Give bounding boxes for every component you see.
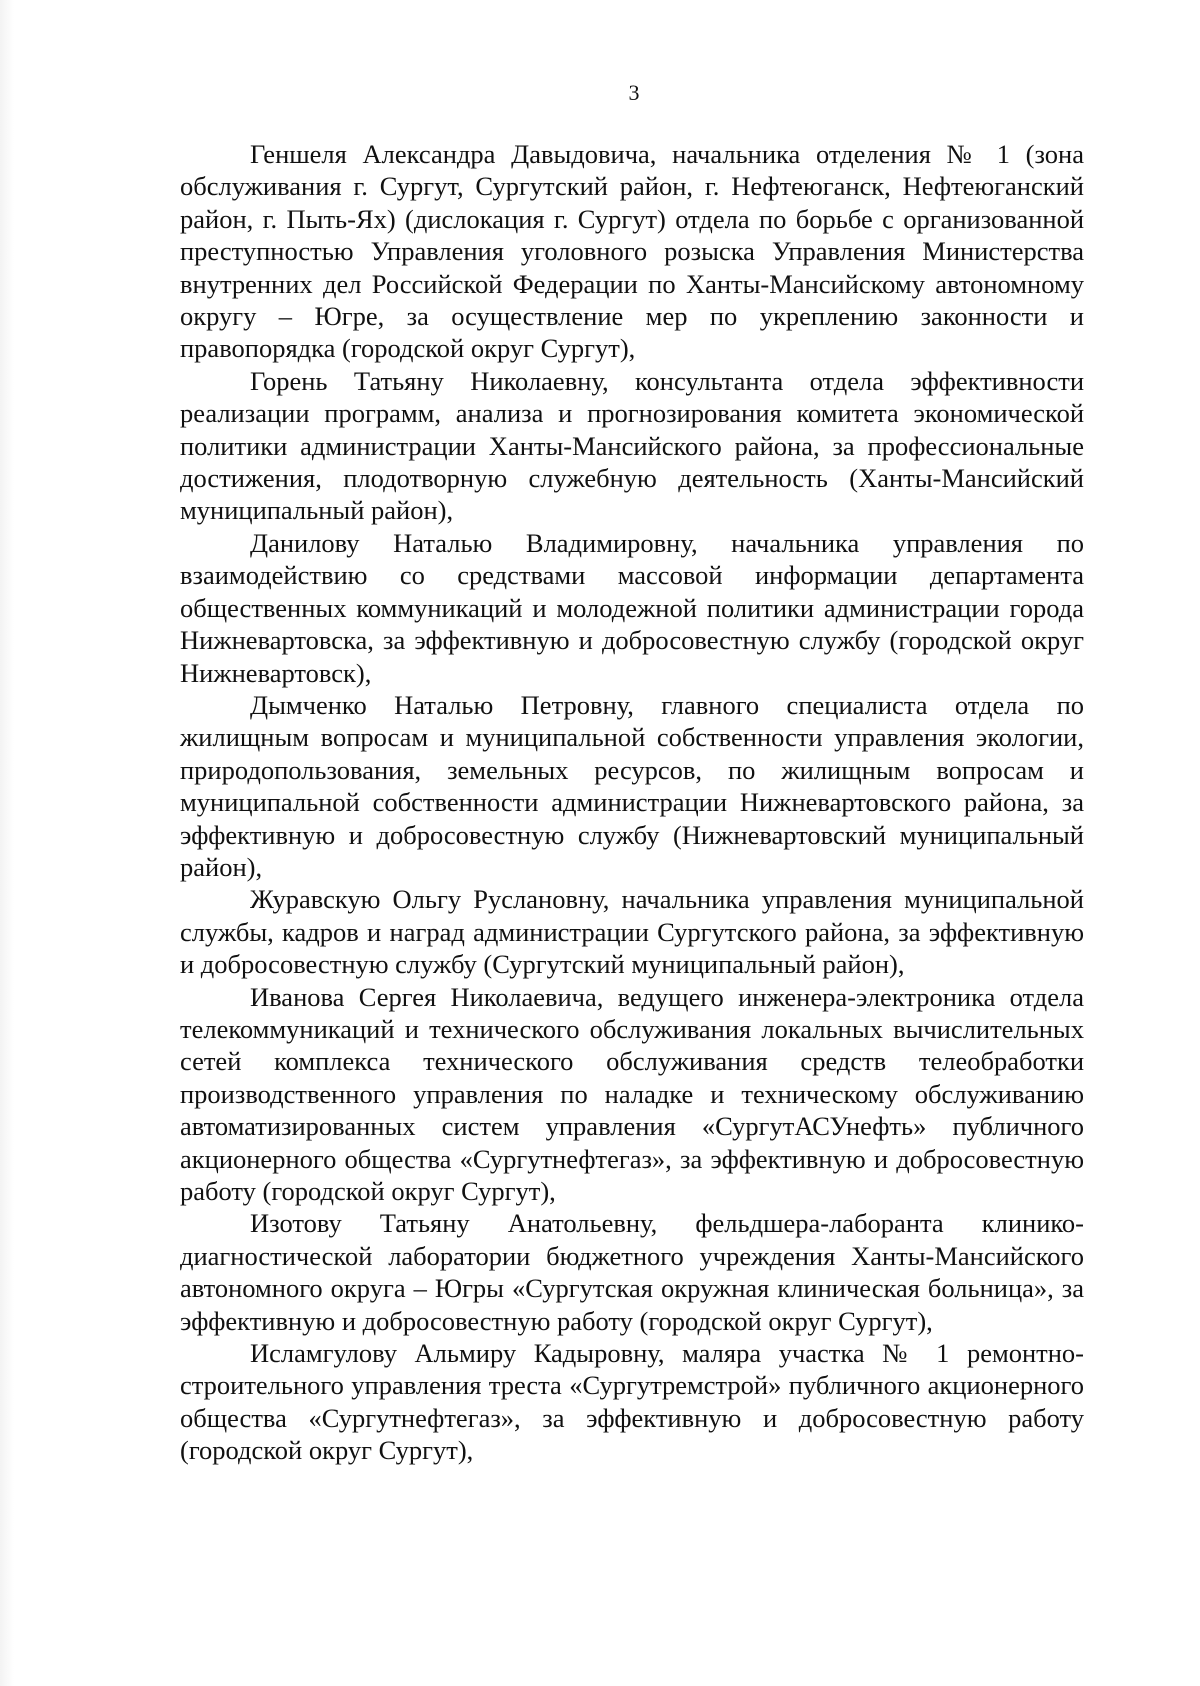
award-entry-dymchenko: Дымченко Наталью Петровну, главного специалиста отдела по жилищным вопросам и муниципальной собственности управления экологии, природопользования, земельных ресурсов, по жилищным вопросам и муниципальной собственности администрации Нижневартовского района, за эффективную и добросовестную службу (Нижневартовский муниципальный район), xyxy=(180,689,1084,882)
award-entry-danilova: Данилову Наталью Владимировну, начальника управления по взаимодействию со средствами массовой информации департамента общественных коммуникаций и молодежной политики администрации города Нижневартовска, за эффективную и добросовестную службу (городской округ Нижневартовск), xyxy=(180,527,1084,688)
award-entry-ivanov: Иванова Сергея Николаевича, ведущего инженера-электроника отдела телекоммуникаций и технического обслуживания локальных вычислительных сетей комплекса технического обслуживания средств телеобработки производственного управления по наладке и техническому обслуживанию автоматизированных систем управления «СургутАСУнефть» публичного акционерного общества «Сургутнефтегаз», за эффективную и добросовестную работу (городской округ Сургут), xyxy=(180,981,1084,1206)
award-entry-genshel: Геншеля Александра Давыдовича, начальника отделения № 1 (зона обслуживания г. Сургут, Сургутский район, г. Нефтеюганск, Нефтеюганский район, г. Пыть-Ях) (дислокация г. Сургут) отдела по борьбе с организованной преступностью Управления уголовного розыска Управления Министерства внутренних дел Российской Федерации по Ханты-Мансийскому автономному округу – Югре, за осуществление мер по укреплению законности и правопорядка (городской округ Сургут), xyxy=(180,139,1084,364)
award-entry-zhuravskaya: Журавскую Ольгу Руслановну, начальника управления муниципальной службы, кадров и наград администрации Сургутского района, за эффективную и добросовестную службу (Сургутский муниципальный район), xyxy=(180,884,1084,980)
award-entry-goren: Горень Татьяну Николаевну, консультанта отдела эффективности реализации программ, анализа и прогнозирования комитета экономической политики администрации Ханты-Мансийского района, за профессиональные достижения, плодотворную служебную деятельность (Ханты-Мансийский муниципальный район), xyxy=(180,365,1084,526)
award-entry-izotova: Изотову Татьяну Анатольевну, фельдшера-лаборанта клинико-диагностической лаборатории бюджетного учреждения Ханты-Мансийского автономного округа – Югры «Сургутская окружная клиническая больница», за эффективную и добросовестную работу (городской округ Сургут), xyxy=(180,1208,1084,1336)
award-entry-islamgulova: Исламгулову Альмиру Кадыровну, маляра участка № 1 ремонтно-строительного управления треста «Сургутремстрой» публичного акционерного общества «Сургутнефтегаз», за эффективную и добросовестную работу (городской округ Сургут), xyxy=(180,1338,1084,1466)
page-number: 3 xyxy=(628,80,640,105)
document-body xyxy=(180,138,1084,1467)
scan-edge-shadow xyxy=(0,0,14,1686)
